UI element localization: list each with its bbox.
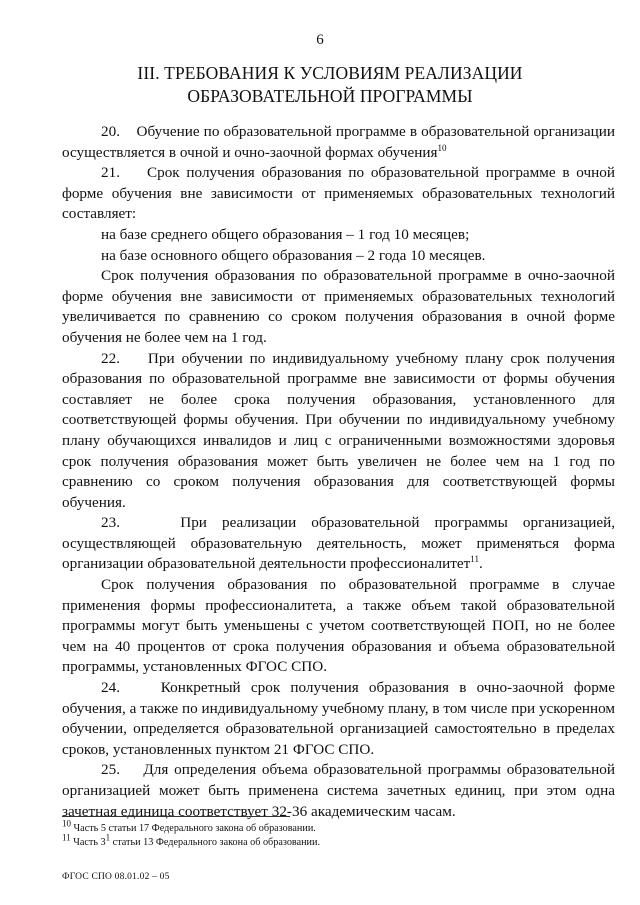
paragraph-21-part-time: Срок получения образования по образовательной программе в очно-заочной форме обучения вне зависимости от применяемых образовательных технологий увеличивается по сравнению со сроком получения образования в очной форме обучения не более чем на 1 год.	[62, 267, 615, 346]
paragraph-20	[62, 122, 615, 163]
paragraph-25: 25. Для определения объема образовательной программы образовательной организацией может быть применена система зачетных единиц, при этом одна зачетная единица соответствует 32-36 академическим часам.	[62, 761, 615, 820]
paragraph-20-text: 20. Обучение по образовательной программе в образовательной организации осуществляется в очной и очно-заочной формах обучения	[62, 123, 615, 161]
footnote-ref-11: 11	[470, 554, 479, 565]
footnote-11-text-end: статьи 13 Федерального закона об образовании.	[110, 837, 321, 848]
document-body	[62, 122, 615, 822]
footnote-10	[62, 818, 602, 835]
footnote-ref-10: 10	[437, 142, 447, 153]
page-number: 6	[316, 32, 324, 48]
footnote-11-text-start: Часть 3	[70, 837, 106, 848]
paragraph-21-item-basic-general: на базе основного общего образования – 2 года 10 месяцев.	[101, 246, 486, 264]
footnote-11-part-superscript: 1	[105, 832, 111, 843]
footnote-11	[62, 832, 602, 849]
paragraph-21-item-secondary-general: на базе среднего общего образования – 1 год 10 месяцев;	[101, 225, 470, 243]
paragraph-23-end: .	[478, 555, 483, 573]
paragraph-23	[62, 513, 615, 575]
footnote-10-mark: 10	[62, 818, 71, 829]
paragraph-23-text: 23. При реализации образовательной программы организацией, осуществляющей образовательную деятельность, может применяться форма организации образовательной деятельности профессионалитет	[62, 514, 615, 573]
footnote-divider	[62, 816, 290, 817]
paragraph-22: 22. При обучении по индивидуальному учебному плану срок получения образования по образовательной программе вне зависимости от формы обучения составляет не более срока получения образования, установленного для соответствующей формы обучения. При обучении по индивидуальному учебному плану обучающихся инвалидов и лиц с ограниченными возможностями здоровья срок получения образования может быть увеличен не более чем на 1 год по сравнению со сроком получения образования для соответствующей формы обучения.	[62, 349, 615, 511]
section-heading: III. ТРЕБОВАНИЯ К УСЛОВИЯМ РЕАЛИЗАЦИИ ОБРАЗОВАТЕЛЬНОЙ ПРОГРАММЫ	[137, 63, 523, 106]
footnote-10-text: Часть 5 статьи 17 Федерального закона об образовании.	[71, 823, 316, 834]
paragraph-24: 24. Конкретный срок получения образования в очно-заочной форме обучения, а также по индивидуальному учебному плану, в том числе при ускоренном обучении, определяется образовательной организацией самостоятельно в пределах сроков, установленных пунктом 21 ФГОС СПО.	[62, 679, 615, 758]
paragraph-21: 21. Срок получения образования по образовательной программе в очной форме обучения вне зависимости от применяемых образовательных технологий составляет:	[62, 164, 615, 223]
paragraph-23-professionalitet: Срок получения образования по образовательной программе в случае применения формы профессионалитета, а также объем такой образовательной программы могут быть уменьшены с учетом соответствующей ПОП, но не более чем на 40 процентов от срока получения образования и объема образовательной программы, установленных ФГОС СПО.	[62, 576, 615, 676]
footnote-11-mark: 11	[62, 832, 71, 843]
document-footer: ФГОС СПО 08.01.02 – 05	[62, 872, 170, 882]
